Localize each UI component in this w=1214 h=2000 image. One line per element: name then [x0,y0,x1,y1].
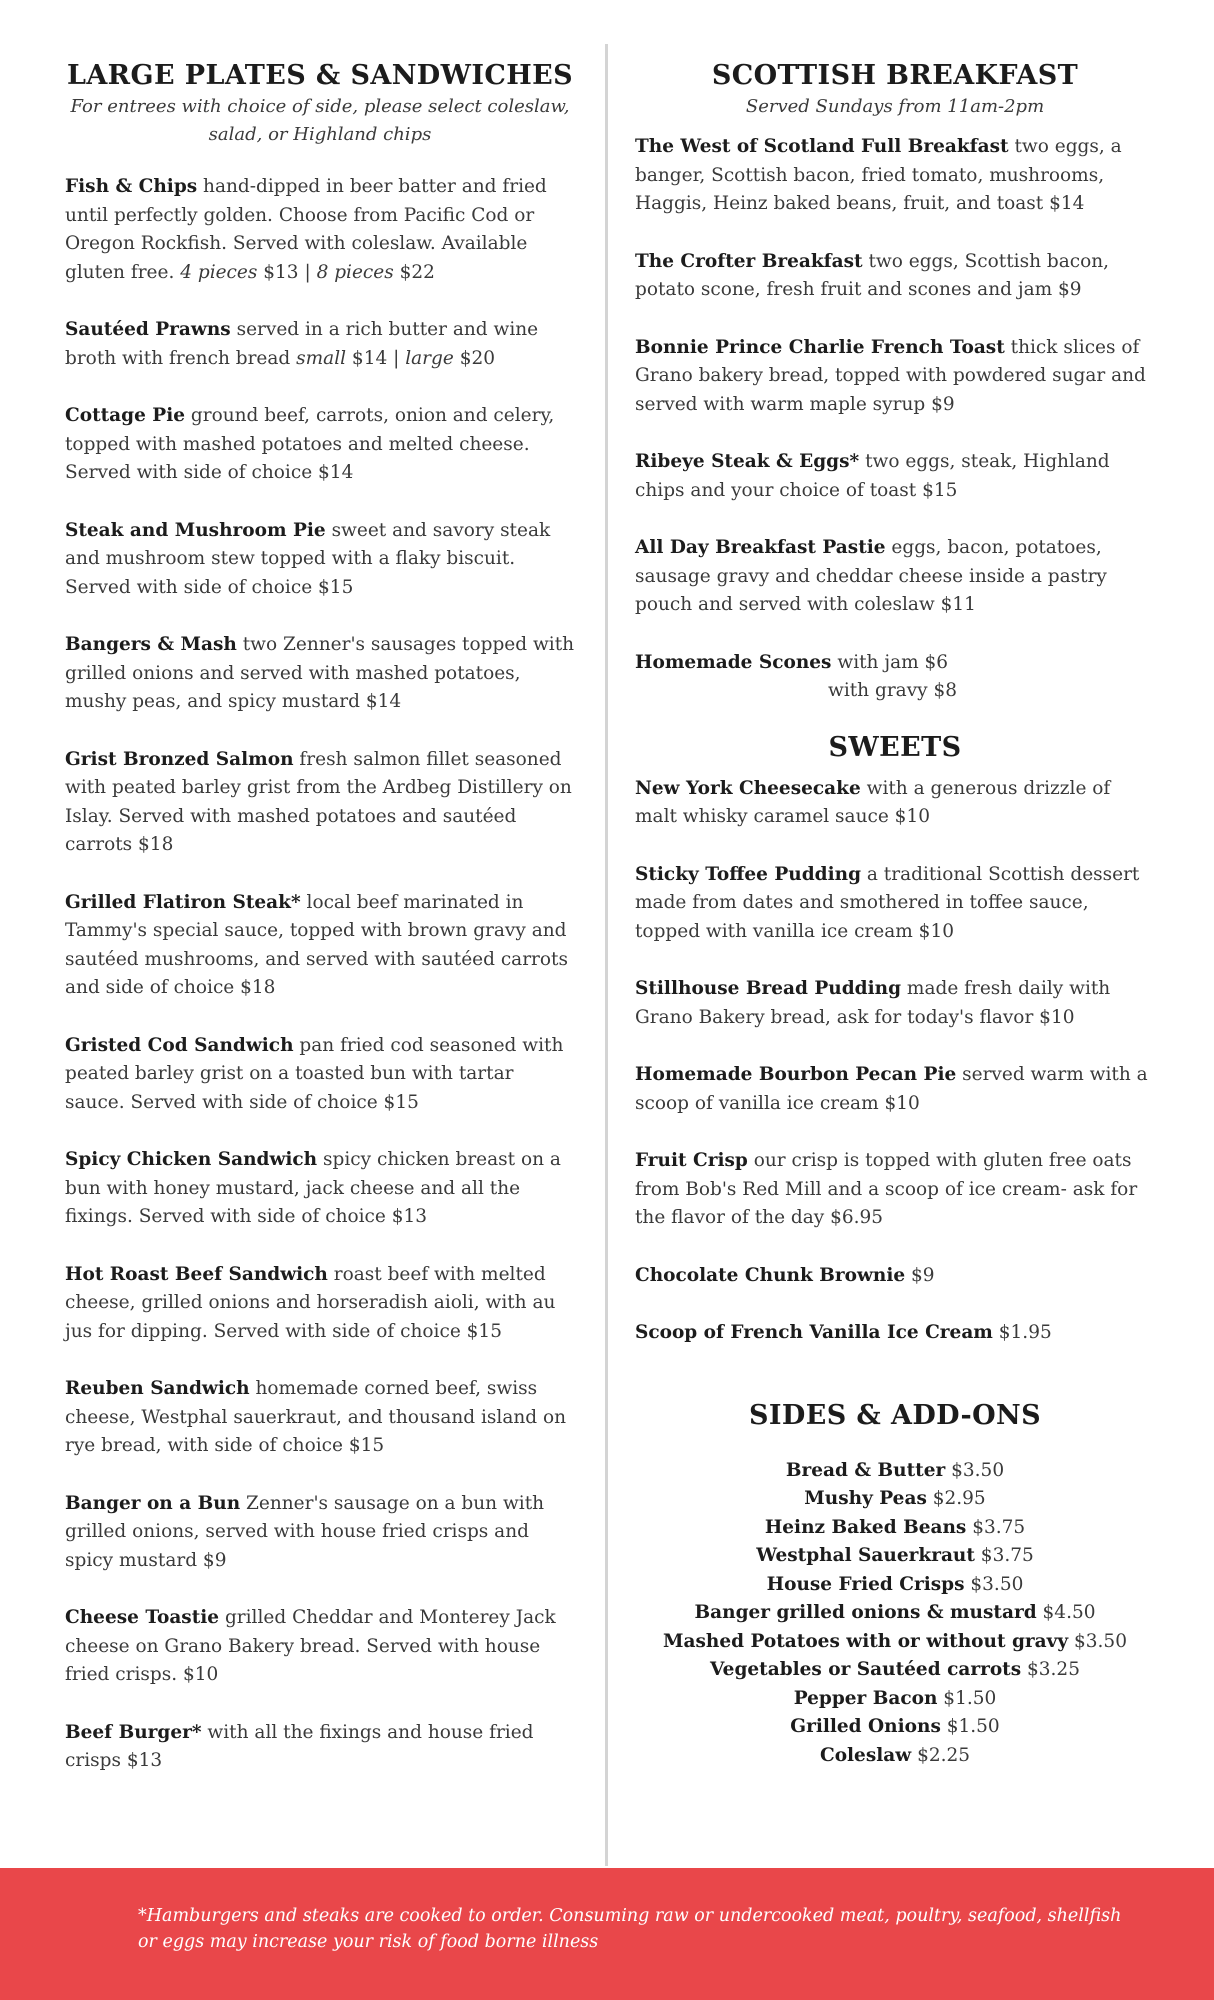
side-item: Westphal Sauerkraut $3.75 [756,1545,1034,1566]
menu-item: Scoop of French Vanilla Ice Cream $1.95 [635,1322,1052,1343]
menu-item: All Day Breakfast Pastie eggs, bacon, potatoes, sausage gravy and cheddar cheese inside a pastry pouch and served with coleslaw $11 [635,537,1107,615]
breakfast-subtitle: Served Sundays from 11am-2pm [745,96,1045,117]
menu-item: Grist Bronzed Salmon fresh salmon fillet seasoned with peated barley grist from the Ardbeg Distillery on Islay. Served with mashed potatoes and sautéed carrots $18 [65,748,572,855]
menu-item: Sautéed Prawns served in a rich butter and wine broth with french bread small $14 | large $20 [65,319,539,369]
menu-item: Cheese Toastie grilled Cheddar and Monterey Jack cheese on Grano Bakery bread. Served with house fried crisps. $10 [65,1607,556,1685]
menu-item: Ribeye Steak & Eggs* two eggs, steak, Highland chips and your choice of toast $15 [635,451,1110,501]
menu-item: Hot Roast Beef Sandwich roast beef with melted cheese, grilled onions and horseradish aioli, with au jus for dipping. Served with side of choice $15 [65,1263,556,1342]
sides-list [635,1457,1155,1771]
menu-item: Spicy Chicken Sandwich spicy chicken breast on a bun with honey mustard, jack cheese and all the fixings. Served with side of choice $13 [65,1149,561,1227]
menu-item: Homemade Bourbon Pecan Pie served warm with a scoop of vanilla ice cream $10 [635,1064,1148,1114]
menu-item: New York Cheesecake with a generous drizzle of malt whisky caramel sauce $10 [635,777,1111,827]
side-item: House Fried Crisps $3.50 [766,1573,1024,1595]
menu-item: Fish & Chips hand-dipped in beer batter and fried until perfectly golden. Choose from Pacific Cod or Oregon Rockfish. Served with coleslaw. Available gluten free. 4 pieces $13 | 8 pieces $22 [65,176,547,283]
side-item: Pepper Bacon $1.50 [793,1687,997,1709]
menu-items-list [65,173,575,1776]
side-item: Banger grilled onions & mustard $4.50 [694,1602,1096,1623]
menu-item: Stillhouse Bread Pudding made fresh daily with Grano Bakery bread, ask for today's flavor $10 [635,978,1111,1028]
allergy-footer [0,1868,1214,2000]
menu-item: Banger on a Bun Zenner's sausage on a bun with grilled onions, served with house fried crisps and spicy mustard $9 [65,1492,545,1571]
sides-title: SIDES & ADD-ONS [749,1399,1041,1431]
side-item: Mashed Potatoes with or without gravy $3.50 [663,1630,1127,1652]
side-item: Coleslaw $2.25 [819,1744,971,1766]
menu-item: Fruit Crisp our crisp is topped with gluten free oats from Bob's Red Mill and a scoop of ice cream- ask for the flavor of the day $6.95 [635,1150,1138,1228]
side-item: Vegetables or Sautéed carrots $3.25 [710,1659,1080,1680]
menu-item: Grilled Flatiron Steak* local beef marinated in Tammy's special sauce, topped with brown gravy and sautéed mushrooms, and served with sautéed carrots and side of choice $18 [65,891,568,998]
section-subtitle: For entrees with choice of side, please select coleslaw, salad, or Highland chips [70,96,570,145]
side-item: Mushy Peas $2.95 [804,1488,986,1509]
menu-item: Sticky Toffee Pudding a traditional Scottish dessert made from dates and smothered in toffee sauce, topped with vanilla ice cream $10 [635,863,1140,942]
column-divider [605,44,608,1866]
breakfast-items-list [635,133,1155,706]
sweets-title: SWEETS [828,731,962,763]
menu-item: Cottage Pie ground beef, carrots, onion and celery, topped with mashed potatoes and melted cheese. Served with side of choice $14 [65,405,555,483]
menu-item: Reuben Sandwich homemade corned beef, swiss cheese, Westphal sauerkraut, and thousand island on rye bread, with side of choice $15 [65,1378,567,1456]
footer-disclaimer: *Hamburgers and steaks are cooked to order. Consuming raw or undercooked meat, poultry, seafood, shellfish or eggs may increase your risk of food borne illness [138,1906,1122,1952]
side-item: Grilled Onions $1.50 [790,1716,1000,1737]
sweets-items-list [635,775,1155,1348]
menu-item: Chocolate Chunk Brownie $9 [635,1264,935,1286]
large-plates-section [65,60,575,1776]
menu-item: Beef Burger* with all the fixings and house fried crisps $13 [65,1721,534,1771]
right-column [635,60,1155,1770]
side-item: Bread & Butter $3.50 [785,1459,1005,1481]
side-item: Heinz Baked Beans $3.75 [764,1516,1026,1538]
menu-item: Steak and Mushroom Pie sweet and savory steak and mushroom stew topped with a flaky biscuit. Served with side of choice $15 [65,519,551,598]
menu-item: Bonnie Prince Charlie French Toast thick slices of Grano bakery bread, topped with powdered sugar and served with warm maple syrup $9 [635,336,1146,415]
breakfast-title: SCOTTISH BREAKFAST [711,60,1079,91]
menu-item: Bangers & Mash two Zenner's sausages topped with grilled onions and served with mashed potatoes, mushy peas, and spicy mustard $14 [65,634,575,712]
menu-item-scones: Homemade Scones with jam $6 with gravy $8 [635,651,958,701]
menu-item: Gristed Cod Sandwich pan fried cod seasoned with peated barley grist on a toasted bun with tartar sauce. Served with side of choice $15 [65,1034,564,1113]
menu-item: The West of Scotland Full Breakfast two eggs, a banger, Scottish bacon, fried tomato, mushrooms, Haggis, Heinz baked beans, fruit, and toast $14 [635,136,1122,214]
menu-item: The Crofter Breakfast two eggs, Scottish bacon, potato scone, fresh fruit and scones and jam $9 [635,250,1110,300]
section-title: LARGE PLATES & SANDWICHES [66,60,574,91]
